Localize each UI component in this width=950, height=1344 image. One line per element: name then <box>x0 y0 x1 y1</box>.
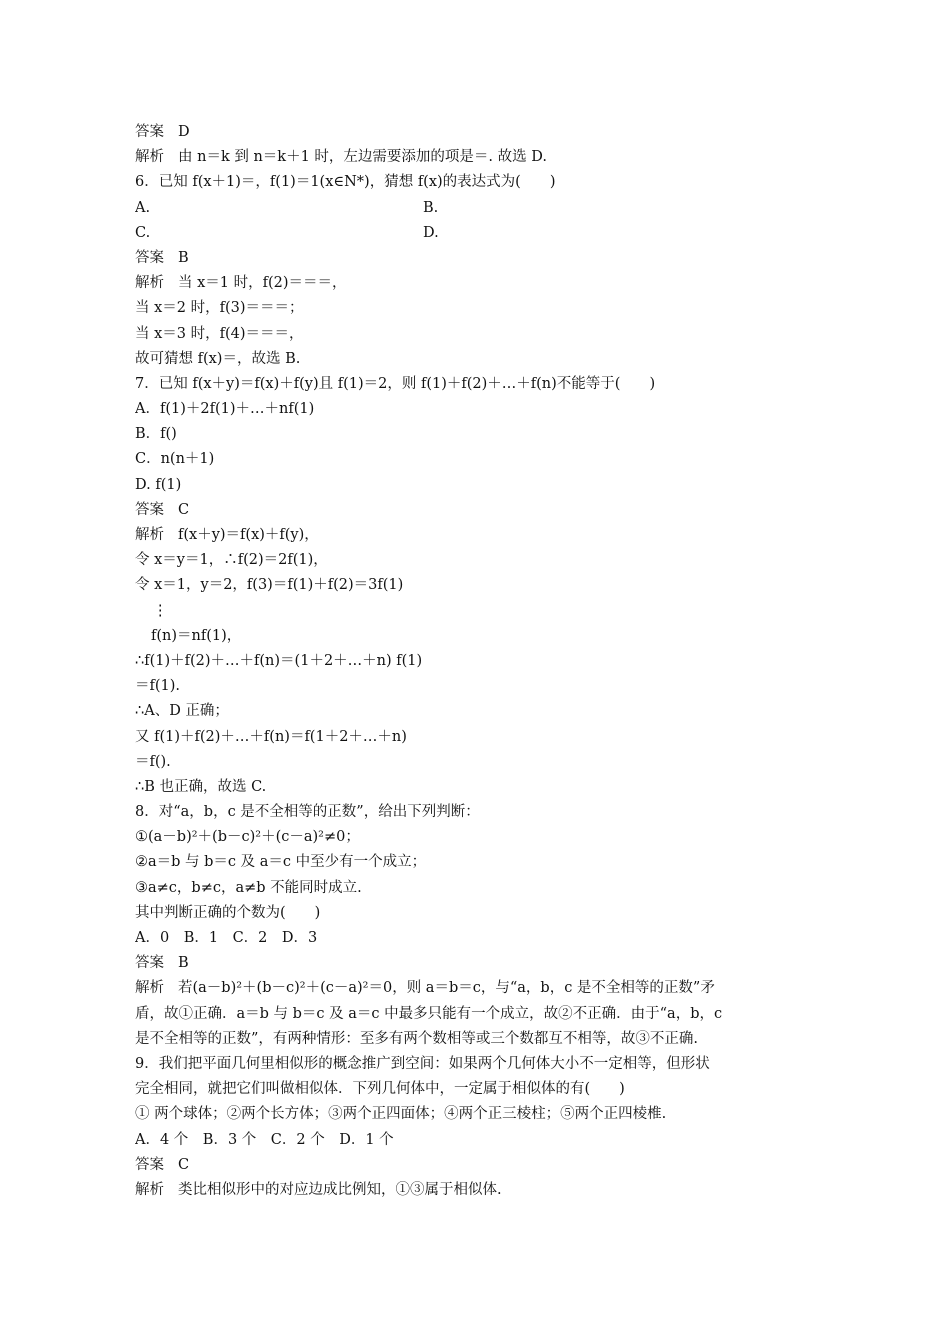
option-left: C. <box>135 224 151 241</box>
line-text: 是不全相等的正数”，有两种情形：至多有两个数相等或三个数都互不相等，故③不正确. <box>135 1030 699 1047</box>
line-label: 解析 <box>135 1181 164 1198</box>
line-text: A．4 个 B．3 个 C．2 个 D．1 个 <box>135 1131 394 1148</box>
line-text: 由 n＝k 到 n＝k＋1 时，左边需要添加的项是＝. 故选 D. <box>178 149 547 166</box>
line-text: 6．已知 f(x＋1)＝，f(1)＝1(x∈N*)，猜想 f(x)的表达式为( ) <box>135 174 556 191</box>
line-text: A．f(1)＋2f(1)＋…＋nf(1) <box>135 401 315 418</box>
text-line <box>135 196 835 221</box>
text-line <box>135 1178 835 1203</box>
line-text: ＝f(). <box>135 753 171 770</box>
line-text: 8．对“a，b，c 是不全相等的正数”，给出下列判断： <box>135 804 480 821</box>
text-line <box>135 926 835 951</box>
line-text: ②a＝b 与 b＝c 及 a＝c 中至少有一个成立； <box>135 854 427 871</box>
text-line <box>135 825 835 850</box>
text-line <box>135 498 835 523</box>
line-text: C．n(n＋1) <box>135 451 215 468</box>
line-text: B <box>178 249 189 266</box>
line-text: 盾，故①正确．a＝b 与 b＝c 及 a＝c 中最多只能有一个成立，故②不正确．由于“a，b，c <box>135 1005 723 1022</box>
text-line <box>135 322 835 347</box>
text-line <box>135 951 835 976</box>
text-line <box>135 372 835 397</box>
line-label: 答案 <box>135 955 164 972</box>
text-line <box>135 145 835 170</box>
line-text: ∴f(1)＋f(2)＋…＋f(n)＝(1＋2＋…＋n) f(1) <box>135 652 423 669</box>
line-text: D <box>178 124 190 140</box>
line-label: 解析 <box>135 149 164 166</box>
text-line <box>135 296 835 321</box>
text-line <box>135 397 835 422</box>
line-text: ＝f(1). <box>135 678 181 695</box>
text-line <box>135 1077 835 1102</box>
text-line <box>135 624 835 649</box>
option-left: A. <box>135 199 151 216</box>
line-label: 答案 <box>135 249 164 266</box>
line-label: 答案 <box>135 1156 164 1173</box>
line-text: 当 x＝3 时，f(4)＝＝＝， <box>135 325 304 342</box>
text-line <box>135 120 835 145</box>
line-text: 7．已知 f(x＋y)＝f(x)＋f(y)且 f(1)＝2，则 f(1)＋f(2)＋…＋f(n)不能等于( ) <box>135 375 656 392</box>
line-label: 解析 <box>135 275 164 292</box>
line-text: ∴A、D 正确； <box>135 703 229 720</box>
line-text: C <box>178 1156 190 1173</box>
text-line <box>135 674 835 699</box>
option-right: B. <box>423 199 439 216</box>
text-line <box>135 1128 835 1153</box>
text-line <box>135 901 835 926</box>
text-line <box>135 473 835 498</box>
text-line <box>135 1027 835 1052</box>
line-text: 令 x＝y＝1，∴f(2)＝2f(1)， <box>135 552 328 569</box>
text-line <box>135 800 835 825</box>
text-line <box>135 850 835 875</box>
line-text: 当 x＝1 时，f(2)＝＝＝， <box>178 275 347 292</box>
text-line <box>135 523 835 548</box>
text-line <box>135 599 835 624</box>
line-text: ③a≠c，b≠c，a≠b 不能同时成立. <box>135 879 362 896</box>
line-text: ⋮ <box>153 602 168 619</box>
text-line <box>135 221 835 246</box>
line-text: ∴B 也正确，故选 C. <box>135 778 267 795</box>
line-text: B．f() <box>135 426 177 443</box>
text-line <box>135 447 835 472</box>
text-line <box>135 1102 835 1127</box>
text-line <box>135 699 835 724</box>
line-label: 答案 <box>135 124 164 140</box>
line-text: 令 x＝1，y＝2，f(3)＝f(1)＋f(2)＝3f(1) <box>135 577 404 594</box>
text-line <box>135 1153 835 1178</box>
line-text: C <box>178 501 190 518</box>
line-text: 故可猜想 f(x)＝，故选 B. <box>135 350 301 367</box>
text-line <box>135 750 835 775</box>
line-text: ① 两个球体；②两个长方体；③两个正四面体；④两个正三棱柱；⑤两个正四棱椎. <box>135 1106 667 1123</box>
line-label: 解析 <box>135 527 164 543</box>
line-text: f(x＋y)＝f(x)＋f(y)， <box>178 527 319 543</box>
line-text: ①(a－b)²＋(b－c)²＋(c－a)²≠0； <box>135 829 360 846</box>
line-text: 类比相似形中的对应边成比例知，①③属于相似体. <box>178 1181 502 1198</box>
option-right: D. <box>423 224 439 241</box>
text-line <box>135 271 835 296</box>
line-text: B <box>178 955 189 972</box>
text-line <box>135 725 835 750</box>
line-text: 若(a－b)²＋(b－c)²＋(c－a)²＝0，则 a＝b＝c，与“a，b，c 是不全相等的正数”矛 <box>178 980 715 997</box>
text-line <box>135 1002 835 1027</box>
line-text: A．0 B．1 C．2 D．3 <box>135 930 318 946</box>
line-text: 又 f(1)＋f(2)＋…＋f(n)＝f(1＋2＋…＋n) <box>135 728 407 745</box>
line-text: 当 x＝2 时，f(3)＝＝＝； <box>135 300 304 317</box>
text-line <box>135 876 835 901</box>
document-content <box>135 120 835 1203</box>
text-line <box>135 548 835 573</box>
line-label: 解析 <box>135 980 164 997</box>
text-line <box>135 422 835 447</box>
text-line <box>135 170 835 195</box>
text-line <box>135 246 835 271</box>
line-text: 9．我们把平面几何里相似形的概念推广到空间：如果两个几何体大小不一定相等，但形状 <box>135 1055 710 1072</box>
line-text: 其中判断正确的个数为( ) <box>135 904 321 921</box>
text-line <box>135 573 835 598</box>
text-line <box>135 976 835 1001</box>
text-line <box>135 347 835 372</box>
line-text: D. f(1) <box>135 476 182 493</box>
text-line <box>135 649 835 674</box>
text-line <box>135 1052 835 1077</box>
line-text: 完全相同，就把它们叫做相似体．下列几何体中，一定属于相似体的有( ) <box>135 1081 625 1098</box>
text-line <box>135 775 835 800</box>
line-text: f(n)＝nf(1)， <box>151 627 242 644</box>
line-label: 答案 <box>135 501 164 518</box>
